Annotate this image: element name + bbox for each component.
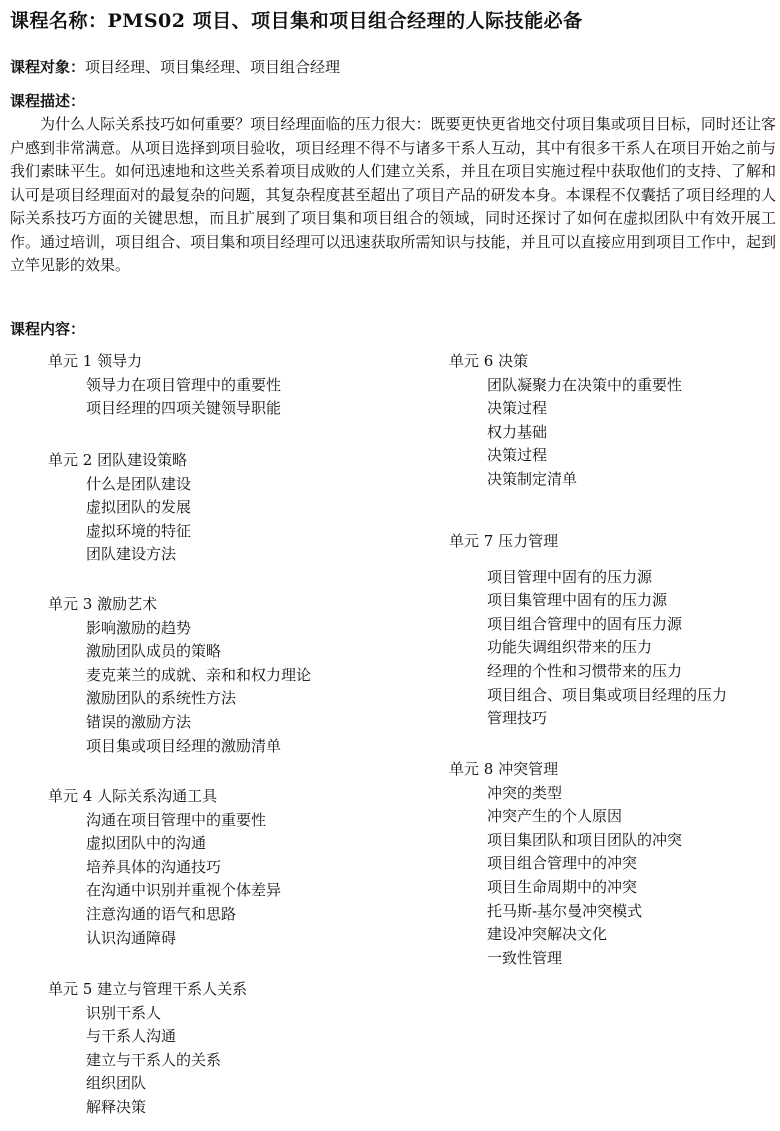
- unit-item: 建立与干系人的关系: [86, 1050, 222, 1069]
- unit-item: 虚拟环境的特征: [86, 521, 192, 540]
- unit-item: 项目集或项目经理的激励清单: [86, 736, 282, 755]
- unit-item-list: [449, 782, 682, 971]
- unit-item: 团队建设方法: [86, 545, 177, 564]
- unit-3: [48, 593, 311, 758]
- unit-item-list: [48, 1002, 247, 1120]
- unit-item: 激励团队的系统性方法: [86, 689, 237, 708]
- unit-item: 冲突的类型: [487, 783, 563, 802]
- unit-item: 托马斯-基尔曼冲突模式: [487, 901, 643, 920]
- unit-item: 项目生命周期中的冲突: [487, 877, 638, 896]
- unit-5: [48, 978, 247, 1120]
- unit-item: 项目组合管理中的固有压力源: [487, 614, 683, 633]
- unit-item: 认识沟通障碍: [86, 928, 177, 947]
- unit-item: 项目经理的四项关键领导职能: [86, 399, 282, 418]
- unit-title: 单元 2 团队建设策略: [48, 451, 188, 469]
- unit-item: 经理的个性和习惯带来的压力: [487, 661, 683, 680]
- unit-title: 单元 3 激励艺术: [48, 595, 158, 613]
- unit-item: 激励团队成员的策略: [86, 642, 222, 661]
- unit-item: 管理技巧: [487, 709, 548, 728]
- unit-4: [48, 785, 281, 950]
- unit-title: 单元 8 冲突管理: [449, 760, 559, 778]
- unit-7: [449, 530, 727, 731]
- unit-item-list: [48, 374, 281, 421]
- unit-title: 单元 5 建立与管理干系人关系: [48, 980, 248, 998]
- unit-1: [48, 350, 281, 421]
- unit-item: 项目集管理中固有的压力源: [487, 591, 668, 610]
- unit-title: 单元 7 压力管理: [449, 532, 559, 550]
- unit-item: 决策制定清单: [487, 469, 578, 488]
- unit-item: 建设冲突解决文化: [487, 925, 608, 944]
- unit-item: 冲突产生的个人原因: [487, 807, 623, 826]
- unit-item: 项目集团队和项目团队的冲突: [487, 830, 683, 849]
- unit-item-list: [48, 617, 311, 759]
- unit-item: 虚拟团队的发展: [86, 498, 192, 517]
- unit-item-list: [449, 374, 682, 492]
- course-name-label: 课程名称：: [10, 10, 108, 32]
- unit-item: 权力基础: [487, 422, 548, 441]
- unit-item: 组织团队: [86, 1074, 147, 1093]
- unit-item: 影响激励的趋势: [86, 618, 192, 637]
- unit-item: 解释决策: [86, 1097, 147, 1116]
- unit-2: [48, 449, 191, 567]
- unit-title: 单元 1 领导力: [48, 352, 143, 370]
- unit-item: 沟通在项目管理中的重要性: [86, 810, 267, 829]
- content-label: 课程内容：: [10, 320, 86, 338]
- unit-item: 项目组合、项目集或项目经理的压力: [487, 685, 728, 704]
- unit-item: 虚拟团队中的沟通: [86, 834, 207, 853]
- course-title: [10, 6, 778, 33]
- audience-value: 项目经理、项目集经理、项目组合经理: [85, 58, 341, 76]
- unit-title: 单元 4 人际关系沟通工具: [48, 787, 218, 805]
- course-audience: [10, 56, 770, 77]
- unit-item: 什么是团队建设: [86, 474, 192, 493]
- unit-6: [449, 350, 682, 492]
- unit-item: 在沟通中识别并重视个体差异: [86, 881, 282, 900]
- course-description: 为什么人际关系技巧如何重要？项目经理面临的压力很大：既要更快更省地交付项目集或项目目标，同时还让客户感到非常满意。从项目选择到项目验收，项目经理不得不与诸多干系人互动，其中有很多干系人在项目开始之前与我们素昧平生。如何迅速地和这些关系着项目成败的人们建立关系，并且在项目实施过程中获取他们的支持、了解和认可是项目经理面对的最复杂的问题，其复杂程度甚至超出了项目产品的研发本身。本课程不仅囊括了项目经理的人际关系技巧方面的关键思想，而且扩展到了项目集和项目组合的领域，同时还探讨了如何在虚拟团队中有效开展工作。通过培训，项目组合、项目集和项目经理可以迅速获取所需知识与技能，并且可以直接应用到项目工作中，起到立竿见影的效果。: [10, 115, 776, 274]
- course-name-value: PMS02 项目、项目集和项目组合经理的人际技能必备: [107, 10, 583, 32]
- unit-item: 团队凝聚力在决策中的重要性: [487, 375, 683, 394]
- unit-item: 功能失调组织带来的压力: [487, 638, 653, 657]
- unit-item-list: [48, 473, 191, 567]
- unit-item: 决策过程: [487, 446, 548, 465]
- unit-item: 识别干系人: [86, 1003, 162, 1022]
- description-label: 课程描述：: [10, 92, 86, 110]
- unit-item: 错误的激励方法: [86, 712, 192, 731]
- unit-item: 领导力在项目管理中的重要性: [86, 375, 282, 394]
- unit-8: [449, 758, 682, 970]
- unit-item: 项目管理中固有的压力源: [487, 567, 653, 586]
- unit-item: 与干系人沟通: [86, 1027, 177, 1046]
- unit-item-list: [48, 809, 281, 951]
- unit-item: 培养具体的沟通技巧: [86, 857, 222, 876]
- unit-item: 项目组合管理中的冲突: [487, 854, 638, 873]
- unit-title: 单元 6 决策: [449, 352, 529, 370]
- unit-item: 麦克莱兰的成就、亲和和权力理论: [86, 665, 312, 684]
- unit-item: 决策过程: [487, 399, 548, 418]
- unit-item: 注意沟通的语气和思路: [86, 904, 237, 923]
- unit-item-list: [449, 566, 727, 731]
- unit-item: 一致性管理: [487, 948, 563, 967]
- audience-label: 课程对象：: [10, 58, 86, 76]
